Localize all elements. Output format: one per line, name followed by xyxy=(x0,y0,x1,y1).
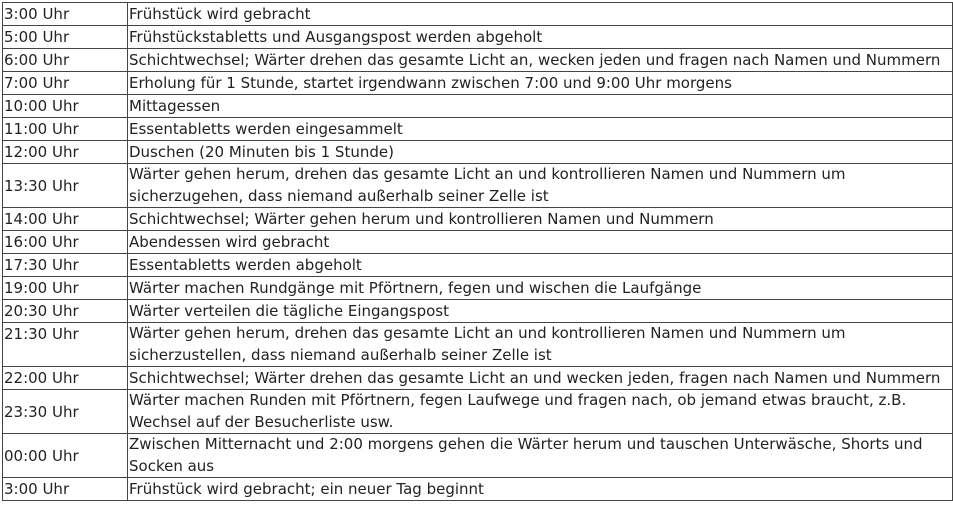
table-row xyxy=(3,367,953,390)
time-cell: 14:00 Uhr xyxy=(3,208,128,231)
time-cell: 16:00 Uhr xyxy=(3,231,128,254)
event-cell: Duschen (20 Minuten bis 1 Stunde) xyxy=(128,141,953,164)
time-cell: 23:30 Uhr xyxy=(3,390,128,434)
time-cell: 19:00 Uhr xyxy=(3,277,128,300)
time-cell: 13:30 Uhr xyxy=(3,164,128,208)
table-row xyxy=(3,323,953,367)
event-cell: Schichtwechsel; Wärter gehen herum und kontrollieren Namen und Nummern xyxy=(128,208,953,231)
table-row xyxy=(3,95,953,118)
table-row xyxy=(3,208,953,231)
event-cell: Abendessen wird gebracht xyxy=(128,231,953,254)
table-row xyxy=(3,26,953,49)
event-cell: Essentabletts werden abgeholt xyxy=(128,254,953,277)
event-cell: Zwischen Mitternacht und 2:00 morgens gehen die Wärter herum und tauschen Unterwäsche, Shorts und Socken aus xyxy=(128,434,953,478)
event-cell: Wärter gehen herum, drehen das gesamte Licht an und kontrollieren Namen und Nummern um sicherzugehen, dass niemand außerhalb seiner Zelle ist xyxy=(128,164,953,208)
event-cell: Schichtwechsel; Wärter drehen das gesamte Licht an und wecken jeden, fragen nach Namen und Nummern xyxy=(128,367,953,390)
table-row xyxy=(3,277,953,300)
time-cell: 20:30 Uhr xyxy=(3,300,128,323)
table-row xyxy=(3,478,953,501)
event-cell: Mittagessen xyxy=(128,95,953,118)
time-cell: 17:30 Uhr xyxy=(3,254,128,277)
table-row xyxy=(3,3,953,26)
time-cell: 7:00 Uhr xyxy=(3,72,128,95)
table-row xyxy=(3,72,953,95)
table-row xyxy=(3,118,953,141)
event-cell: Frühstück wird gebracht xyxy=(128,3,953,26)
time-cell: 21:30 Uhr xyxy=(3,323,128,367)
event-cell: Erholung für 1 Stunde, startet irgendwann zwischen 7:00 und 9:00 Uhr morgens xyxy=(128,72,953,95)
schedule-table xyxy=(2,2,953,501)
time-cell: 12:00 Uhr xyxy=(3,141,128,164)
table-row xyxy=(3,254,953,277)
time-cell: 6:00 Uhr xyxy=(3,49,128,72)
event-cell: Frühstück wird gebracht; ein neuer Tag beginnt xyxy=(128,478,953,501)
table-row xyxy=(3,434,953,478)
table-row xyxy=(3,390,953,434)
time-cell: 3:00 Uhr xyxy=(3,478,128,501)
table-row xyxy=(3,141,953,164)
event-cell: Wärter verteilen die tägliche Eingangspost xyxy=(128,300,953,323)
event-cell: Wärter machen Rundgänge mit Pförtnern, fegen und wischen die Laufgänge xyxy=(128,277,953,300)
time-cell: 3:00 Uhr xyxy=(3,3,128,26)
table-row xyxy=(3,231,953,254)
event-cell: Wärter gehen herum, drehen das gesamte Licht an und kontrollieren Namen und Nummern um sicherzustellen, dass niemand außerhalb seiner Zelle ist xyxy=(128,323,953,367)
time-cell: 10:00 Uhr xyxy=(3,95,128,118)
table-row xyxy=(3,164,953,208)
table-row xyxy=(3,300,953,323)
time-cell: 22:00 Uhr xyxy=(3,367,128,390)
time-cell: 5:00 Uhr xyxy=(3,26,128,49)
table-row xyxy=(3,49,953,72)
time-cell: 11:00 Uhr xyxy=(3,118,128,141)
time-cell: 00:00 Uhr xyxy=(3,434,128,478)
event-cell: Schichtwechsel; Wärter drehen das gesamte Licht an, wecken jeden und fragen nach Namen und Nummern xyxy=(128,49,953,72)
event-cell: Wärter machen Runden mit Pförtnern, fegen Laufwege und fragen nach, ob jemand etwas braucht, z.B. Wechsel auf der Besucherliste usw. xyxy=(128,390,953,434)
event-cell: Frühstückstabletts und Ausgangspost werden abgeholt xyxy=(128,26,953,49)
event-cell: Essentabletts werden eingesammelt xyxy=(128,118,953,141)
